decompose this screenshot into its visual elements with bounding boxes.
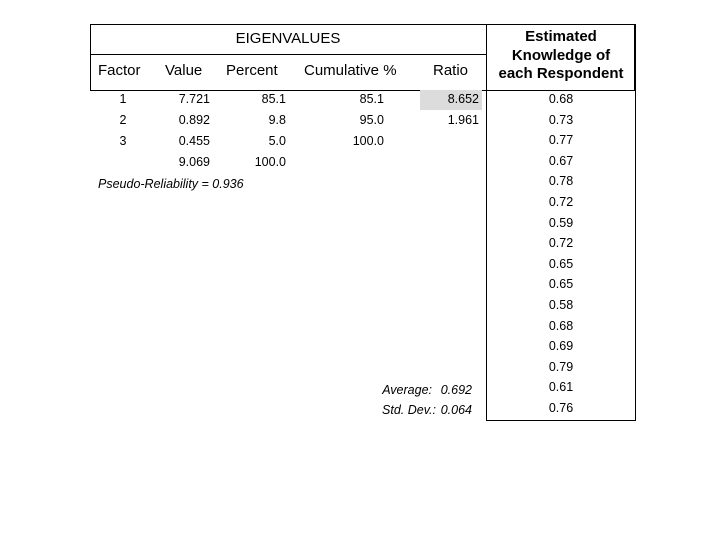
knowledge-header-line1: Estimated bbox=[525, 28, 597, 45]
pseudo-reliability: Pseudo-Reliability = 0.936 bbox=[98, 177, 244, 191]
row3-percent: 5.0 bbox=[268, 134, 286, 148]
knowledge-header-line3: each Respondent bbox=[498, 65, 624, 82]
knowledge-value: 0.61 bbox=[548, 380, 574, 395]
eigenvalues-title: EIGENVALUES bbox=[235, 30, 341, 47]
average-label: Average: bbox=[382, 383, 432, 397]
row1-ratio: 8.652 bbox=[447, 92, 479, 106]
row3-cumulative: 100.0 bbox=[352, 134, 384, 148]
row1-factor: 1 bbox=[119, 92, 127, 106]
knowledge-header bbox=[487, 28, 635, 84]
knowledge-value: 0.77 bbox=[548, 133, 574, 148]
percent-header: Percent bbox=[226, 62, 278, 79]
factor-header: Factor bbox=[98, 62, 141, 79]
knowledge-header-line2: Knowledge of bbox=[511, 46, 611, 64]
knowledge-value: 0.69 bbox=[548, 339, 574, 354]
right-border bbox=[635, 24, 636, 421]
knowledge-value: 0.72 bbox=[548, 195, 574, 209]
knowledge-value: 0.65 bbox=[548, 277, 574, 292]
row3-value: 0.455 bbox=[178, 134, 210, 148]
knowledge-value: 0.76 bbox=[548, 401, 574, 415]
knowledge-value: 0.78 bbox=[548, 174, 574, 189]
header-divider bbox=[90, 54, 487, 55]
value-header: Value bbox=[165, 62, 203, 79]
row1-value: 7.721 bbox=[178, 92, 210, 106]
row3-factor: 3 bbox=[119, 134, 127, 148]
knowledge-value: 0.67 bbox=[548, 153, 574, 168]
knowledge-value: 0.65 bbox=[548, 256, 574, 271]
bottom-border bbox=[486, 420, 636, 421]
row2-ratio: 1.961 bbox=[447, 113, 479, 127]
cumulative-header: Cumulative % bbox=[304, 62, 397, 79]
total-value: 9.069 bbox=[178, 155, 210, 169]
total-percent: 100.0 bbox=[254, 155, 286, 169]
row2-cumulative: 95.0 bbox=[359, 113, 384, 127]
knowledge-value: 0.73 bbox=[548, 112, 574, 127]
stddev-label: Std. Dev.: bbox=[382, 403, 436, 417]
row2-percent: 9.8 bbox=[268, 113, 286, 127]
row1-percent: 85.1 bbox=[261, 92, 286, 106]
knowledge-value: 0.59 bbox=[548, 215, 574, 230]
average-value: 0.692 bbox=[440, 383, 472, 397]
knowledge-value: 0.58 bbox=[548, 298, 574, 312]
row2-value: 0.892 bbox=[178, 113, 210, 127]
knowledge-value: 0.68 bbox=[548, 318, 574, 333]
row1-cumulative: 85.1 bbox=[359, 92, 384, 106]
knowledge-value: 0.79 bbox=[548, 359, 574, 374]
knowledge-value: 0.68 bbox=[548, 92, 574, 106]
row2-factor: 2 bbox=[119, 113, 127, 127]
stddev-value: 0.064 bbox=[440, 403, 472, 417]
knowledge-value: 0.72 bbox=[548, 236, 574, 251]
ratio-header: Ratio bbox=[433, 62, 469, 79]
